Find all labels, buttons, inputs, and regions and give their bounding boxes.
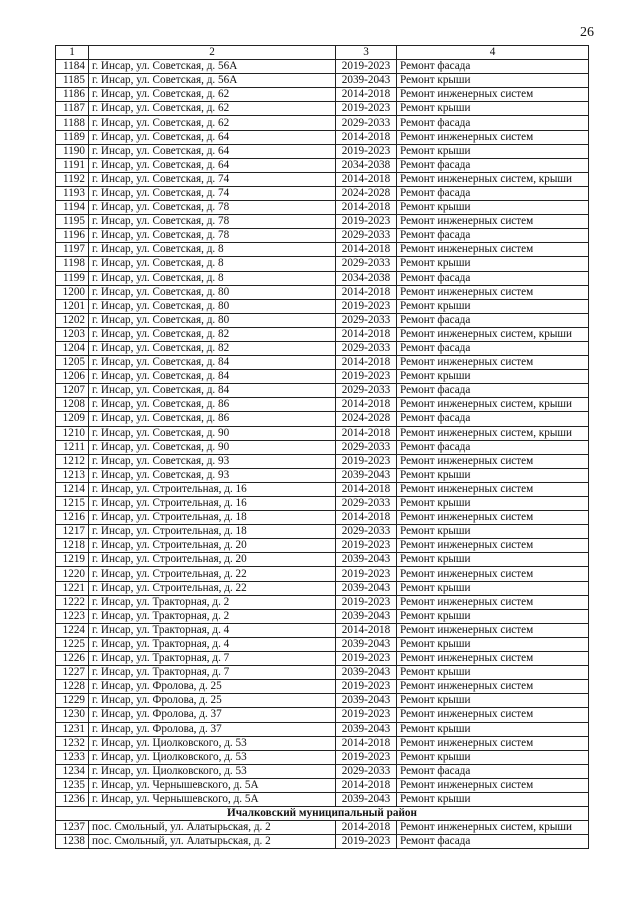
row-period: 2014-2018: [336, 88, 397, 102]
row-number: 1210: [56, 426, 89, 440]
table-row: [56, 736, 589, 750]
row-number: 1208: [56, 398, 89, 412]
table-row: [56, 792, 589, 806]
row-work-type: Ремонт фасада: [397, 229, 589, 243]
row-address: г. Инсар, ул. Советская, д. 78: [89, 229, 336, 243]
column-header-1: 1: [56, 46, 89, 60]
row-period: 2019-2023: [336, 750, 397, 764]
row-work-type: Ремонт крыши: [397, 750, 589, 764]
column-header-4: 4: [397, 46, 589, 60]
row-address: г. Инсар, ул. Советская, д. 93: [89, 454, 336, 468]
table-row: [56, 313, 589, 327]
row-period: 2019-2023: [336, 708, 397, 722]
column-header-2: 2: [89, 46, 336, 60]
table-row: [56, 511, 589, 525]
row-address: г. Инсар, ул. Тракторная, д. 7: [89, 666, 336, 680]
row-address: г. Инсар, ул. Строительная, д. 18: [89, 511, 336, 525]
row-number: 1227: [56, 666, 89, 680]
row-number: 1215: [56, 497, 89, 511]
row-period: 2024-2028: [336, 186, 397, 200]
row-number: 1222: [56, 595, 89, 609]
row-number: 1196: [56, 229, 89, 243]
row-work-type: Ремонт инженерных систем: [397, 778, 589, 792]
row-period: 2019-2023: [336, 680, 397, 694]
table-row: [56, 553, 589, 567]
row-number: 1233: [56, 750, 89, 764]
row-number: 1195: [56, 215, 89, 229]
row-address: г. Инсар, ул. Фролова, д. 37: [89, 722, 336, 736]
table-row: [56, 835, 589, 849]
row-work-type: Ремонт крыши: [397, 497, 589, 511]
row-period: 2029-2033: [336, 229, 397, 243]
table-row: [56, 356, 589, 370]
row-address: г. Инсар, ул. Советская, д. 84: [89, 384, 336, 398]
row-work-type: Ремонт инженерных систем: [397, 736, 589, 750]
row-number: 1185: [56, 74, 89, 88]
table-row: [56, 384, 589, 398]
table-row: [56, 257, 589, 271]
row-number: 1190: [56, 144, 89, 158]
row-work-type: Ремонт инженерных систем: [397, 680, 589, 694]
row-work-type: Ремонт инженерных систем: [397, 215, 589, 229]
table-row: [56, 482, 589, 496]
row-period: 2029-2033: [336, 116, 397, 130]
row-work-type: Ремонт инженерных систем: [397, 482, 589, 496]
row-period: 2019-2023: [336, 652, 397, 666]
row-number: 1235: [56, 778, 89, 792]
row-address: пос. Смольный, ул. Алатырьская, д. 2: [89, 835, 336, 849]
row-address: пос. Смольный, ул. Алатырьская, д. 2: [89, 821, 336, 835]
row-address: г. Инсар, ул. Советская, д. 64: [89, 130, 336, 144]
row-address: г. Инсар, ул. Строительная, д. 16: [89, 497, 336, 511]
row-address: г. Инсар, ул. Советская, д. 64: [89, 158, 336, 172]
capital-repair-table: [55, 45, 589, 849]
row-work-type: Ремонт фасада: [397, 313, 589, 327]
table-row: [56, 426, 589, 440]
row-number: 1214: [56, 482, 89, 496]
row-period: 2039-2043: [336, 694, 397, 708]
row-address: г. Инсар, ул. Советская, д. 93: [89, 468, 336, 482]
row-period: 2019-2023: [336, 299, 397, 313]
row-number: 1211: [56, 440, 89, 454]
row-number: 1192: [56, 172, 89, 186]
row-number: 1216: [56, 511, 89, 525]
row-period: 2014-2018: [336, 285, 397, 299]
row-address: г. Инсар, ул. Строительная, д. 20: [89, 539, 336, 553]
row-address: г. Инсар, ул. Циолковского, д. 53: [89, 750, 336, 764]
table-row: [56, 595, 589, 609]
row-work-type: Ремонт крыши: [397, 792, 589, 806]
table-section: [56, 807, 589, 821]
row-period: 2014-2018: [336, 511, 397, 525]
row-number: 1232: [56, 736, 89, 750]
row-number: 1212: [56, 454, 89, 468]
section-title: Ичалковский муниципальный район: [56, 807, 589, 821]
row-period: 2019-2023: [336, 454, 397, 468]
table-row: [56, 158, 589, 172]
row-address: г. Инсар, ул. Советская, д. 84: [89, 370, 336, 384]
row-address: г. Инсар, ул. Советская, д. 80: [89, 285, 336, 299]
row-work-type: Ремонт крыши: [397, 694, 589, 708]
row-work-type: Ремонт крыши: [397, 553, 589, 567]
row-number: 1218: [56, 539, 89, 553]
row-work-type: Ремонт инженерных систем, крыши: [397, 172, 589, 186]
table-row: [56, 652, 589, 666]
table-row: [56, 694, 589, 708]
row-period: 2029-2033: [336, 257, 397, 271]
row-work-type: Ремонт инженерных систем: [397, 285, 589, 299]
row-address: г. Инсар, ул. Фролова, д. 25: [89, 680, 336, 694]
table-row: [56, 666, 589, 680]
row-number: 1237: [56, 821, 89, 835]
row-address: г. Инсар, ул. Тракторная, д. 4: [89, 623, 336, 637]
row-address: г. Инсар, ул. Советская, д. 8: [89, 257, 336, 271]
row-work-type: Ремонт крыши: [397, 74, 589, 88]
row-work-type: Ремонт фасада: [397, 384, 589, 398]
row-work-type: Ремонт фасада: [397, 271, 589, 285]
column-number-row: [56, 46, 589, 60]
row-work-type: Ремонт фасада: [397, 440, 589, 454]
table-row: [56, 680, 589, 694]
row-address: г. Инсар, ул. Чернышевского, д. 5А: [89, 792, 336, 806]
table-row: [56, 88, 589, 102]
row-number: 1228: [56, 680, 89, 694]
table-row: [56, 722, 589, 736]
row-address: г. Инсар, ул. Советская, д. 80: [89, 299, 336, 313]
row-work-type: Ремонт фасада: [397, 764, 589, 778]
row-work-type: Ремонт крыши: [397, 201, 589, 215]
row-period: 2019-2023: [336, 60, 397, 74]
row-number: 1186: [56, 88, 89, 102]
row-period: 2019-2023: [336, 102, 397, 116]
table-row: [56, 74, 589, 88]
row-work-type: Ремонт крыши: [397, 722, 589, 736]
row-work-type: Ремонт крыши: [397, 102, 589, 116]
table-row: [56, 497, 589, 511]
row-number: 1206: [56, 370, 89, 384]
row-number: 1219: [56, 553, 89, 567]
row-period: 2014-2018: [336, 426, 397, 440]
row-period: 2019-2023: [336, 370, 397, 384]
row-address: г. Инсар, ул. Советская, д. 78: [89, 215, 336, 229]
row-address: г. Инсар, ул. Советская, д. 74: [89, 186, 336, 200]
row-period: 2019-2023: [336, 144, 397, 158]
table-row: [56, 750, 589, 764]
row-number: 1187: [56, 102, 89, 116]
row-work-type: Ремонт крыши: [397, 299, 589, 313]
row-period: 2014-2018: [336, 243, 397, 257]
row-address: г. Инсар, ул. Строительная, д. 22: [89, 581, 336, 595]
table-row: [56, 764, 589, 778]
table-row: [56, 243, 589, 257]
row-work-type: Ремонт инженерных систем: [397, 708, 589, 722]
row-address: г. Инсар, ул. Советская, д. 84: [89, 356, 336, 370]
row-number: 1223: [56, 609, 89, 623]
row-period: 2014-2018: [336, 821, 397, 835]
row-period: 2029-2033: [336, 384, 397, 398]
table-row: [56, 370, 589, 384]
row-work-type: Ремонт крыши: [397, 144, 589, 158]
table-body-ichalki: [56, 821, 589, 849]
row-address: г. Инсар, ул. Строительная, д. 22: [89, 567, 336, 581]
table-row: [56, 454, 589, 468]
table-row: [56, 60, 589, 74]
row-work-type: Ремонт крыши: [397, 581, 589, 595]
table-row: [56, 172, 589, 186]
row-number: 1197: [56, 243, 89, 257]
row-number: 1209: [56, 412, 89, 426]
row-period: 2039-2043: [336, 637, 397, 651]
row-address: г. Инсар, ул. Циолковского, д. 53: [89, 736, 336, 750]
row-number: 1217: [56, 525, 89, 539]
row-work-type: Ремонт фасада: [397, 341, 589, 355]
row-address: г. Инсар, ул. Фролова, д. 25: [89, 694, 336, 708]
row-work-type: Ремонт инженерных систем, крыши: [397, 398, 589, 412]
row-number: 1225: [56, 637, 89, 651]
row-work-type: Ремонт фасада: [397, 158, 589, 172]
row-number: 1224: [56, 623, 89, 637]
table-row: [56, 144, 589, 158]
row-address: г. Инсар, ул. Советская, д. 64: [89, 144, 336, 158]
row-address: г. Инсар, ул. Тракторная, д. 7: [89, 652, 336, 666]
table-row: [56, 708, 589, 722]
row-address: г. Инсар, ул. Советская, д. 8: [89, 271, 336, 285]
row-work-type: Ремонт крыши: [397, 609, 589, 623]
row-work-type: Ремонт крыши: [397, 525, 589, 539]
table-row: [56, 468, 589, 482]
row-address: г. Инсар, ул. Тракторная, д. 2: [89, 609, 336, 623]
row-work-type: Ремонт инженерных систем: [397, 130, 589, 144]
row-address: г. Инсар, ул. Фролова, д. 37: [89, 708, 336, 722]
table-row: [56, 609, 589, 623]
row-address: г. Инсар, ул. Циолковского, д. 53: [89, 764, 336, 778]
row-address: г. Инсар, ул. Советская, д. 62: [89, 88, 336, 102]
row-address: г. Инсар, ул. Тракторная, д. 4: [89, 637, 336, 651]
row-work-type: Ремонт фасада: [397, 186, 589, 200]
table-row: [56, 285, 589, 299]
row-period: 2014-2018: [336, 201, 397, 215]
row-address: г. Инсар, ул. Тракторная, д. 2: [89, 595, 336, 609]
row-number: 1200: [56, 285, 89, 299]
row-number: 1207: [56, 384, 89, 398]
table-row: [56, 215, 589, 229]
row-number: 1213: [56, 468, 89, 482]
row-period: 2039-2043: [336, 666, 397, 680]
row-work-type: Ремонт инженерных систем: [397, 243, 589, 257]
row-period: 2019-2023: [336, 835, 397, 849]
row-number: 1236: [56, 792, 89, 806]
row-work-type: Ремонт инженерных систем: [397, 595, 589, 609]
row-address: г. Инсар, ул. Советская, д. 56А: [89, 60, 336, 74]
row-period: 2014-2018: [336, 172, 397, 186]
row-work-type: Ремонт инженерных систем: [397, 454, 589, 468]
table-row: [56, 637, 589, 651]
row-work-type: Ремонт фасада: [397, 412, 589, 426]
row-number: 1204: [56, 341, 89, 355]
row-period: 2029-2033: [336, 313, 397, 327]
row-period: 2039-2043: [336, 722, 397, 736]
row-work-type: Ремонт инженерных систем: [397, 88, 589, 102]
table-row: [56, 327, 589, 341]
table-row: [56, 567, 589, 581]
table-row: [56, 341, 589, 355]
row-number: 1203: [56, 327, 89, 341]
row-work-type: Ремонт крыши: [397, 468, 589, 482]
row-address: г. Инсар, ул. Советская, д. 62: [89, 102, 336, 116]
row-address: г. Инсар, ул. Советская, д. 86: [89, 398, 336, 412]
row-number: 1194: [56, 201, 89, 215]
table-row: [56, 102, 589, 116]
row-number: 1221: [56, 581, 89, 595]
row-period: 2029-2033: [336, 440, 397, 454]
row-address: г. Инсар, ул. Строительная, д. 16: [89, 482, 336, 496]
row-period: 2029-2033: [336, 525, 397, 539]
table-row: [56, 821, 589, 835]
row-address: г. Инсар, ул. Советская, д. 90: [89, 440, 336, 454]
row-period: 2014-2018: [336, 736, 397, 750]
row-work-type: Ремонт фасада: [397, 116, 589, 130]
row-address: г. Инсар, ул. Советская, д. 82: [89, 341, 336, 355]
row-number: 1231: [56, 722, 89, 736]
row-address: г. Инсар, ул. Советская, д. 74: [89, 172, 336, 186]
row-work-type: Ремонт инженерных систем: [397, 623, 589, 637]
row-work-type: Ремонт фасада: [397, 60, 589, 74]
row-address: г. Инсар, ул. Советская, д. 80: [89, 313, 336, 327]
row-number: 1226: [56, 652, 89, 666]
row-number: 1184: [56, 60, 89, 74]
table-row: [56, 201, 589, 215]
row-period: 2029-2033: [336, 341, 397, 355]
table-row: [56, 778, 589, 792]
row-period: 2039-2043: [336, 74, 397, 88]
table-row: [56, 623, 589, 637]
row-period: 2014-2018: [336, 778, 397, 792]
table-row: [56, 116, 589, 130]
row-work-type: Ремонт инженерных систем: [397, 652, 589, 666]
row-period: 2039-2043: [336, 468, 397, 482]
row-work-type: Ремонт инженерных систем: [397, 511, 589, 525]
row-period: 2014-2018: [336, 356, 397, 370]
row-period: 2019-2023: [336, 595, 397, 609]
row-address: г. Инсар, ул. Строительная, д. 18: [89, 525, 336, 539]
section-row: [56, 807, 589, 821]
row-address: г. Инсар, ул. Советская, д. 56А: [89, 74, 336, 88]
row-work-type: Ремонт крыши: [397, 666, 589, 680]
table-row: [56, 271, 589, 285]
row-period: 2014-2018: [336, 130, 397, 144]
row-period: 2014-2018: [336, 623, 397, 637]
row-number: 1201: [56, 299, 89, 313]
row-address: г. Инсар, ул. Советская, д. 90: [89, 426, 336, 440]
row-address: г. Инсар, ул. Строительная, д. 20: [89, 553, 336, 567]
row-period: 2034-2038: [336, 158, 397, 172]
row-number: 1189: [56, 130, 89, 144]
row-work-type: Ремонт инженерных систем, крыши: [397, 821, 589, 835]
row-work-type: Ремонт фасада: [397, 835, 589, 849]
row-number: 1230: [56, 708, 89, 722]
row-period: 2034-2038: [336, 271, 397, 285]
row-period: 2039-2043: [336, 553, 397, 567]
row-number: 1229: [56, 694, 89, 708]
row-work-type: Ремонт инженерных систем: [397, 539, 589, 553]
page-number: 26: [580, 25, 594, 40]
table-row: [56, 229, 589, 243]
table-row: [56, 581, 589, 595]
table-row: [56, 130, 589, 144]
row-number: 1191: [56, 158, 89, 172]
row-period: 2029-2033: [336, 764, 397, 778]
row-address: г. Инсар, ул. Советская, д. 78: [89, 201, 336, 215]
table-row: [56, 398, 589, 412]
row-work-type: Ремонт инженерных систем: [397, 567, 589, 581]
row-period: 2029-2033: [336, 497, 397, 511]
column-header-3: 3: [336, 46, 397, 60]
row-number: 1238: [56, 835, 89, 849]
row-number: 1202: [56, 313, 89, 327]
table-body-insar: [56, 60, 589, 807]
row-number: 1193: [56, 186, 89, 200]
table-row: [56, 412, 589, 426]
row-address: г. Инсар, ул. Чернышевского, д. 5А: [89, 778, 336, 792]
row-period: 2039-2043: [336, 792, 397, 806]
row-period: 2024-2028: [336, 412, 397, 426]
row-number: 1199: [56, 271, 89, 285]
row-period: 2039-2043: [336, 609, 397, 623]
row-work-type: Ремонт инженерных систем: [397, 356, 589, 370]
table-row: [56, 299, 589, 313]
table-row: [56, 539, 589, 553]
table-row: [56, 525, 589, 539]
row-period: 2019-2023: [336, 567, 397, 581]
row-period: 2039-2043: [336, 581, 397, 595]
row-work-type: Ремонт крыши: [397, 637, 589, 651]
row-number: 1198: [56, 257, 89, 271]
row-work-type: Ремонт крыши: [397, 370, 589, 384]
row-number: 1220: [56, 567, 89, 581]
row-address: г. Инсар, ул. Советская, д. 82: [89, 327, 336, 341]
row-period: 2019-2023: [336, 215, 397, 229]
table-row: [56, 186, 589, 200]
row-period: 2019-2023: [336, 539, 397, 553]
row-work-type: Ремонт инженерных систем, крыши: [397, 426, 589, 440]
row-number: 1188: [56, 116, 89, 130]
row-address: г. Инсар, ул. Советская, д. 86: [89, 412, 336, 426]
row-address: г. Инсар, ул. Советская, д. 8: [89, 243, 336, 257]
row-work-type: Ремонт инженерных систем, крыши: [397, 327, 589, 341]
row-work-type: Ремонт крыши: [397, 257, 589, 271]
row-period: 2014-2018: [336, 327, 397, 341]
row-number: 1205: [56, 356, 89, 370]
row-address: г. Инсар, ул. Советская, д. 62: [89, 116, 336, 130]
row-period: 2014-2018: [336, 482, 397, 496]
table-row: [56, 440, 589, 454]
row-number: 1234: [56, 764, 89, 778]
row-period: 2014-2018: [336, 398, 397, 412]
